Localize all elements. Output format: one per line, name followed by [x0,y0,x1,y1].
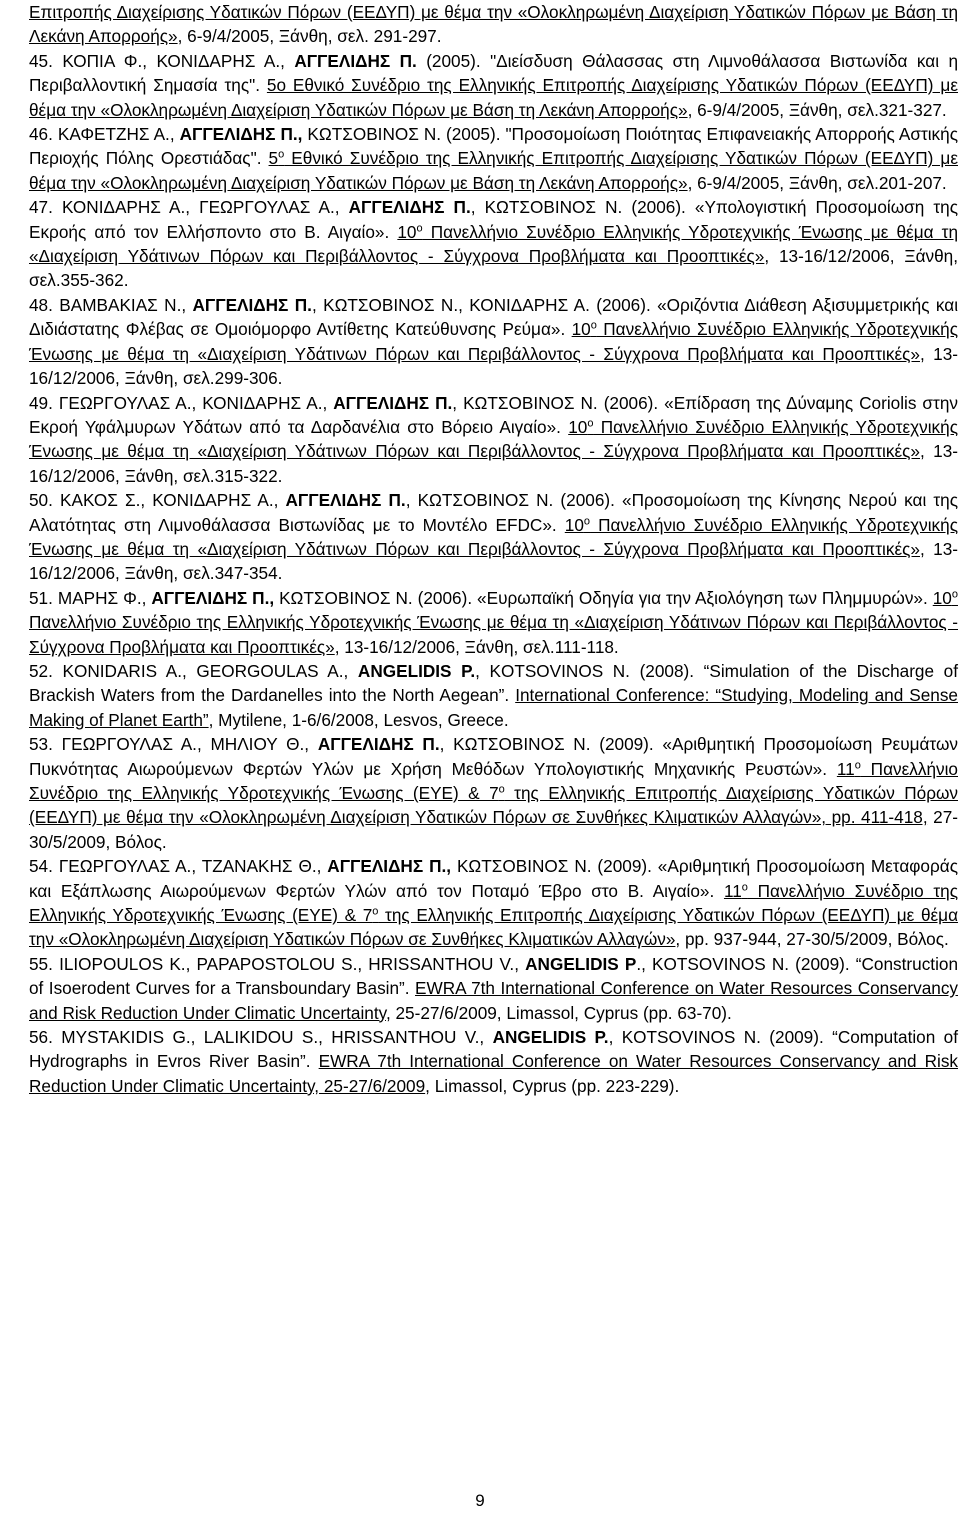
venue-text: EWRA 7th International Conference on Water Resources Conservancy and Risk Reduction Under Climatic Uncertainty, 25-27/6/2009 [29,1051,959,1096]
page-number: 9 [475,1491,485,1510]
reference-tail: , Mytilene, 1-6/6/2008, Lesvos, Greece. [208,709,509,730]
reference-title: , ΚΩΤΣΟΒΙΝΟΣ Ν. (2006). «Προσομοίωση της Κίνησης Νερού και της Αλατότητας στη Λιμνοθάλασσα Βιστωνίδας με το Μοντέλο EFDC». [29,490,959,535]
reference-continuation [29,0,958,49]
reference-number: 46. [29,124,53,145]
reference-authors: ΜΑΡΗΣ Φ., [57,587,152,608]
venue-text: 5o Εθνικό Συνέδριο της Ελληνικής Επιτροπής Διαχείρισης Υδατικών Πόρων (ΕΕΔΥΠ) με θέμα την «Ολοκληρωμένη Διαχείριση Υδατικών Πόρων με Βάση τη Λεκάνη Απορροής» [29,75,958,120]
reference-title: , KOTSOVINOS N. (2009). “Computation of Hydrographs in Evros River Basin”. [29,1027,958,1072]
reference-tail: , 25-27/6/2009, Limassol, Cyprus (pp. 63-70). [385,1002,732,1023]
reference-number: 52. [29,660,53,681]
reference-authors: MYSTAKIDIS G., LALIKIDOU S., HRISSANTHOU V., [61,1027,493,1048]
reference-authors: KONIDARIS A., GEORGOULAS A., [62,660,358,681]
highlighted-author: ΑΓΓΕΛΙΔΗΣ Π., [327,856,452,877]
reference-authors: ΚΑΚΟΣ Σ., ΚΟΝΙΔΑΡΗΣ Α., [60,490,286,511]
reference-tail: , 6-9/4/2005, Ξάνθη, σελ.321-327. [687,99,947,120]
reference-entry-55 [29,952,958,1025]
venue-text: $10^o$ Πανελλήνιο Συνέδριο Ελληνικής Υδροτεχνικής Ένωσης με θέμα τη «Διαχείριση Υδάτινων Πόρων και Περιβάλλοντος - Σύγχρονα Προβλήματα και Προοπτικές» [29,514,958,559]
reference-title: ΚΩΤΣΟΒΙΝΟΣ Ν. (2006). «Ευρωπαϊκή Οδηγία για την Αξιολόγηση των Πλημμυρών». [274,587,933,608]
venue-text: $10^o$ Πανελλήνιο Συνέδριο Ελληνικής Υδροτεχνικής Ένωσης με θέμα τη «Διαχείριση Υδάτινων Πόρων και Περιβάλλοντος - Σύγχρονα Προβλήματα και Προοπτικές» [29,221,959,267]
highlighted-author: ΑΓΓΕΛΙΔΗΣ Π. [348,197,471,218]
reference-title: , ΚΩΤΣΟΒΙΝΟΣ Ν. (2009). «Αριθμητική Προσομοίωση Ρευμάτων Πυκνότητας Αιωρούμενων Φερτών Υλών με Χρήση Μεθόδων Υπολογιστικής Μηχανικής Ρευστών». [29,734,958,779]
highlighted-author: ΑΓΓΕΛΙΔΗΣ Π., [179,124,303,145]
reference-title: ΚΩΤΣΟΒΙΝΟΣ Ν. (2005). "Προσομοίωση Ποιότητας Επιφανειακής Απορροής Αστικής Περιοχής Πόλης Ορεστιάδας". [29,124,958,169]
reference-number: 53. [29,734,53,755]
reference-entry-46 [29,122,958,195]
highlighted-author: ΑΓΓΕΛΙΔΗΣ Π. [192,294,312,315]
venue-text: Επιτροπής Διαχείρισης Υδατικών Πόρων (ΕΕΔΥΠ) με θέμα την «Ολοκληρωμένη Διαχείριση Υδατικών Πόρων με Βάση τη Λεκάνη Απορροής» [29,2,958,47]
reference-number: 50. [29,490,53,511]
reference-tail: , pp. 937-944, 27-30/5/2009, Βόλος. [675,929,949,950]
venue-text: $10^o$ Πανελλήνιο Συνέδριο της Ελληνικής Υδροτεχνικής Ένωσης με θέμα τη «Διαχείριση Υδάτινων Πόρων και Περιβάλλοντος - Σύγχρονα Προβλήματα και Προοπτικές» [29,587,958,657]
highlighted-author: ANGELIDIS P. [357,660,476,681]
reference-tail: 27-30/5/2009, Βόλος. [29,807,958,852]
reference-number: 49. [29,392,53,413]
reference-tail: , 6-9/4/2005, Ξάνθη, σελ.201-207. [687,172,947,193]
highlighted-author: ΑΓΓΕΛΙΔΗΣ Π. [317,734,440,755]
reference-number: 47. [29,197,53,218]
reference-tail: , 6-9/4/2005, Ξάνθη, σελ. 291-297. [177,26,442,47]
reference-authors: ΚΑΦΕΤΖΗΣ Α., [57,124,180,145]
reference-number: 55. [29,953,53,974]
reference-entry-54 [29,854,958,952]
reference-title: , ΚΩΤΣΟΒΙΝΟΣ Ν., ΚΟΝΙΔΑΡΗΣ Α. (2006). «Οριζόντια Διάθεση Αξισυμμετρικής και Διδιάστατης Φλέβας σε Ομοιόμορφο Αντίθετης Κατεύθυνσης Ρεύμα». [29,294,959,340]
reference-entry-56 [29,1025,958,1098]
highlighted-author: ΑΓΓΕΛΙΔΗΣ Π. [285,490,406,511]
venue-text: $11^o$ Πανελλήνιο Συνέδριο της Ελληνικής Υδροτεχνικής Ένωσης (ΕΥΕ) & $7^o$ της Ελληνικής Επιτροπής Διαχείρισης Υδατικών Πόρων (ΕΕΔΥΠ) με θέμα την «Ολοκληρωμένη Διαχείριση Υδατικών Πόρων σε Συνθήκες Κλιματικών Αλλαγών» [29,880,959,950]
reference-number: 54. [29,856,53,877]
reference-entry-49 [29,391,958,489]
reference-authors: ΚΟΝΙΔΑΡΗΣ Α., ΓΕΩΡΓΟΥΛΑΣ Α., [61,197,349,218]
reference-number: 51. [29,587,53,608]
highlighted-author: ΑΓΓΕΛΙΔΗΣ Π. [333,392,453,413]
reference-entry-53 [29,732,958,854]
highlighted-author: ANGELIDIS P [525,953,637,974]
venue-text: $11^o$ Πανελλήνιο Συνέδριο της Ελληνικής Υδροτεχνικής Ένωσης (ΕΥΕ) & $7^o$ της Ελληνικής Επιτροπής Διαχείρισης Υδατικών Πόρων (ΕΕΔΥΠ) με θέμα την «Ολοκληρωμένη Διαχείριση Υδατικών Πόρων σε Συνθήκες Κλιματικών Αλλαγών», pp. 411-418, [29,758,958,828]
reference-tail: , 13-16/12/2006, Ξάνθη, σελ.347-354. [29,538,958,584]
reference-tail: , 13-16/12/2006, Ξάνθη, σελ.315-322. [29,441,958,486]
reference-number: 45. [29,50,53,71]
reference-tail: , 13-16/12/2006, Ξάνθη, σελ.299-306. [29,343,958,389]
reference-authors: ΚΟΠΙΑ Φ., ΚΟΝΙΔΑΡΗΣ Α., [62,50,295,71]
highlighted-author: ΑΓΓΕΛΙΔΗΣ Π. [294,50,417,71]
highlighted-author: ANGELIDIS P. [492,1027,609,1048]
reference-authors: ΓΕΩΡΓΟΥΛΑΣ Α., ΚΟΝΙΔΑΡΗΣ Α., [58,392,334,413]
highlighted-author: ΑΓΓΕΛΙΔΗΣ Π., [151,587,275,608]
reference-title: (2005). "Διείσδυση Θάλασσας στη Λιμνοθάλασσα Βιστωνίδα και η Περιβαλλοντική Σημασία της". [29,50,959,96]
reference-entry-48 [29,293,958,391]
reference-title: ., KOTSOVINOS N. (2009). “Construction of Isoerodent Curves for a Transboundary Basin”. [29,953,958,999]
venue-text: International Conference: “Studying, Modeling and Sense Making of Planet Earth” [29,685,958,730]
reference-entry-50 [29,488,958,586]
reference-tail: , 13-16/12/2006, Ξάνθη, σελ.111-118. [334,636,619,657]
reference-title: , ΚΩΤΣΟΒΙΝΟΣ Ν. (2006). «Υπολογιστική Προσομοίωση της Εκροής από τον Ελλήσποντο στο Β. Αιγαίο». [29,197,959,242]
reference-entry-45 [29,49,958,122]
reference-number: 56. [29,1027,53,1048]
reference-authors: ILIOPOULOS K., PAPAPOSTOLOU S., HRISSANTHOU V., [59,953,526,974]
reference-title: , KOTSOVINOS N. (2008). “Simulation of the Discharge of Brackish Waters from the Dardanelles into the North Aegean”. [29,660,958,706]
venue-text: $10^o$ Πανελλήνιο Συνέδριο Ελληνικής Υδροτεχνικής Ένωσης με θέμα τη «Διαχείριση Υδάτινων Πόρων και Περιβάλλοντος - Σύγχρονα Προβλήματα και Προοπτικές» [29,319,958,364]
reference-list [29,0,958,1098]
reference-authors: ΒΑΜΒΑΚΙΑΣ Ν., [59,294,193,315]
reference-entry-47 [29,195,958,293]
reference-tail: , Limassol, Cyprus (pp. 223-229). [425,1075,680,1096]
reference-authors: ΓΕΩΡΓΟΥΛΑΣ Α., ΜΗΛΙΟΥ Θ., [61,734,318,755]
reference-title: , ΚΩΤΣΟΒΙΝΟΣ Ν. (2006). «Επίδραση της Δύναμης Coriolis στην Εκροή Υφάλμυρων Υδάτων από τα Δαρδανέλια στο Βόρειο Αιγαίο». [29,392,958,437]
reference-entry-52 [29,659,958,732]
reference-entry-51 [29,586,958,659]
venue-text: EWRA 7th International Conference on Water Resources Conservancy and Risk Reduction Under Climatic Uncertainty [29,978,959,1023]
reference-tail: , 13-16/12/2006, Ξάνθη, σελ.355-362. [29,246,959,291]
venue-text: $10^o$ Πανελλήνιο Συνέδριο Ελληνικής Υδροτεχνικής Ένωσης με θέμα τη «Διαχείριση Υδάτινων Πόρων και Περιβάλλοντος - Σύγχρονα Προβλήματα και Προοπτικές» [29,416,958,462]
venue-text: $5^o$ Εθνικό Συνέδριο της Ελληνικής Επιτροπής Διαχείρισης Υδατικών Πόρων (ΕΕΔΥΠ) με θέμα την «Ολοκληρωμένη Διαχείριση Υδατικών Πόρων με Βάση τη Λεκάνη Απορροής» [29,148,958,193]
reference-number: 48. [29,294,53,315]
reference-authors: ΓΕΩΡΓΟΥΛΑΣ Α., ΤΖΑΝΑΚΗΣ Θ., [58,856,328,877]
reference-title: ΚΩΤΣΟΒΙΝΟΣ Ν. (2009). «Αριθμητική Προσομοίωση Μεταφοράς και Εξάπλωσης Αιωρούμενων Φερτών Υλών από τον Ποταμό Έβρο στο Β. Αιγαίο». [29,856,958,901]
